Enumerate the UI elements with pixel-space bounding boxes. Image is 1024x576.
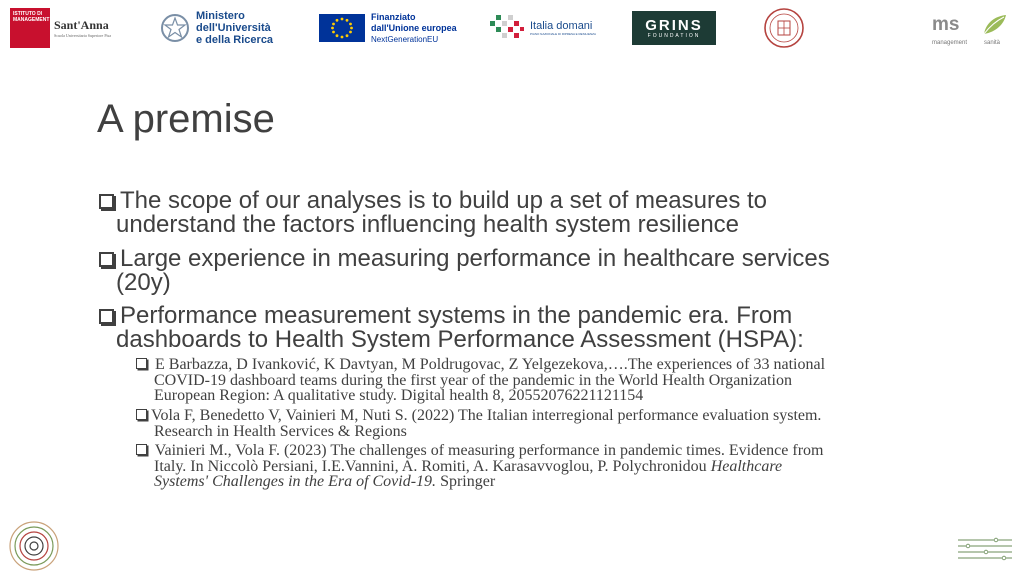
santanna-box-text: ISTITUTO DI MANAGEMENT — [13, 11, 50, 23]
reference-text: Research in Health Services & Regions — [154, 422, 407, 440]
reference-text: Vainieri M., Vola F. (2023) The challenges of measuring performance in pandemic times. Evidence from — [151, 442, 824, 459]
checkbox-bullet-icon — [136, 444, 147, 455]
eu-line-3: NextGenerationEU — [371, 34, 439, 44]
bullet-item — [99, 304, 929, 352]
checkbox-bullet-icon — [136, 409, 147, 420]
leaf-icon — [980, 12, 1010, 36]
santanna-sub: Scuola Universitaria Superiore Pisa — [54, 33, 111, 38]
italia-domani-text: Italia domani — [530, 20, 593, 32]
eu-line-2: dall'Unione europea — [371, 22, 457, 33]
checkbox-bullet-icon — [99, 252, 114, 267]
grins-sub: FOUNDATION — [647, 32, 701, 39]
mur-line-3: e della Ricerca — [196, 34, 274, 46]
eu-logo — [319, 8, 457, 48]
bullet-text: (20y) — [116, 269, 171, 296]
italia-domani-icon — [488, 13, 526, 43]
italia-domani-logo — [488, 8, 596, 48]
reference-text: Italy. In Niccolò Persiani, I.E.Vannini, A. Romiti, A. Karasavvoglou, P. Polychronidou — [154, 457, 711, 475]
eu-flag-icon — [319, 14, 365, 42]
slide-title: A premise — [97, 97, 275, 141]
reference-item — [136, 408, 821, 439]
bullet-text: Large experience in measuring performance in healthcare services — [120, 245, 830, 272]
ms-logo — [930, 8, 1014, 52]
lines-decoration-icon — [956, 537, 1014, 561]
bullet-text: Performance measurement systems in the pandemic era. From — [120, 302, 793, 329]
reference-italic-text: Healthcare — [710, 457, 783, 475]
reference-text: E Barbazza, D Ivanković, K Davtyan, M Poldrugovac, Z Yelgezekova,….The experiences of 33 national — [151, 356, 826, 373]
ms-sub-left: management — [932, 40, 968, 46]
grins-logo — [632, 8, 716, 48]
bullet-item — [99, 247, 929, 295]
bullet-text: dashboards to Health System Performance Assessment (HSPA): — [116, 326, 804, 353]
republic-emblem-icon — [160, 12, 190, 44]
checkbox-bullet-icon — [136, 358, 147, 369]
reference-text: Vola F, Benedetto V, Vainieri M, Nuti S. (2022) The Italian interregional performance evaluation system. — [151, 407, 822, 424]
ms-sub-right: sanità — [984, 40, 1001, 46]
mur-logo — [160, 8, 273, 48]
university-seal-logo — [763, 8, 805, 48]
reference-italic-text: Systems' Challenges in the Era of Covid-19. — [154, 473, 437, 490]
santanna-logo — [10, 8, 111, 48]
reference-text: Springer — [436, 473, 496, 490]
bullet-item — [99, 189, 929, 237]
eu-line-1: Finanziato — [371, 11, 416, 22]
mur-line-1: Ministero — [196, 10, 245, 22]
university-seal-icon — [763, 7, 805, 49]
bullet-text: The scope of our analyses is to build up a set of measures to — [120, 187, 768, 214]
reference-text: COVID-19 dashboard teams during the first year of the pandemic in the World Health Organization — [154, 371, 792, 389]
concentric-circles-icon — [8, 520, 60, 572]
checkbox-bullet-icon — [99, 194, 114, 209]
santanna-red-box — [10, 8, 50, 48]
mur-line-2: dell'Università — [196, 22, 271, 34]
reference-item — [136, 443, 823, 490]
reference-text: European Region: A qualitative study. Digital health 8, 20552076221121154 — [154, 387, 644, 404]
bullet-text: understand the factors influencing health system resilience — [116, 211, 740, 238]
checkbox-bullet-icon — [99, 309, 114, 324]
santanna-name: Sant'Anna — [54, 18, 109, 32]
grins-name: GRINS — [645, 16, 703, 34]
italia-domani-sub: PIANO NAZIONALE DI RIPRESA E RESILIENZA — [530, 32, 597, 36]
reference-item — [136, 357, 825, 404]
ms-name: ms — [932, 14, 960, 35]
